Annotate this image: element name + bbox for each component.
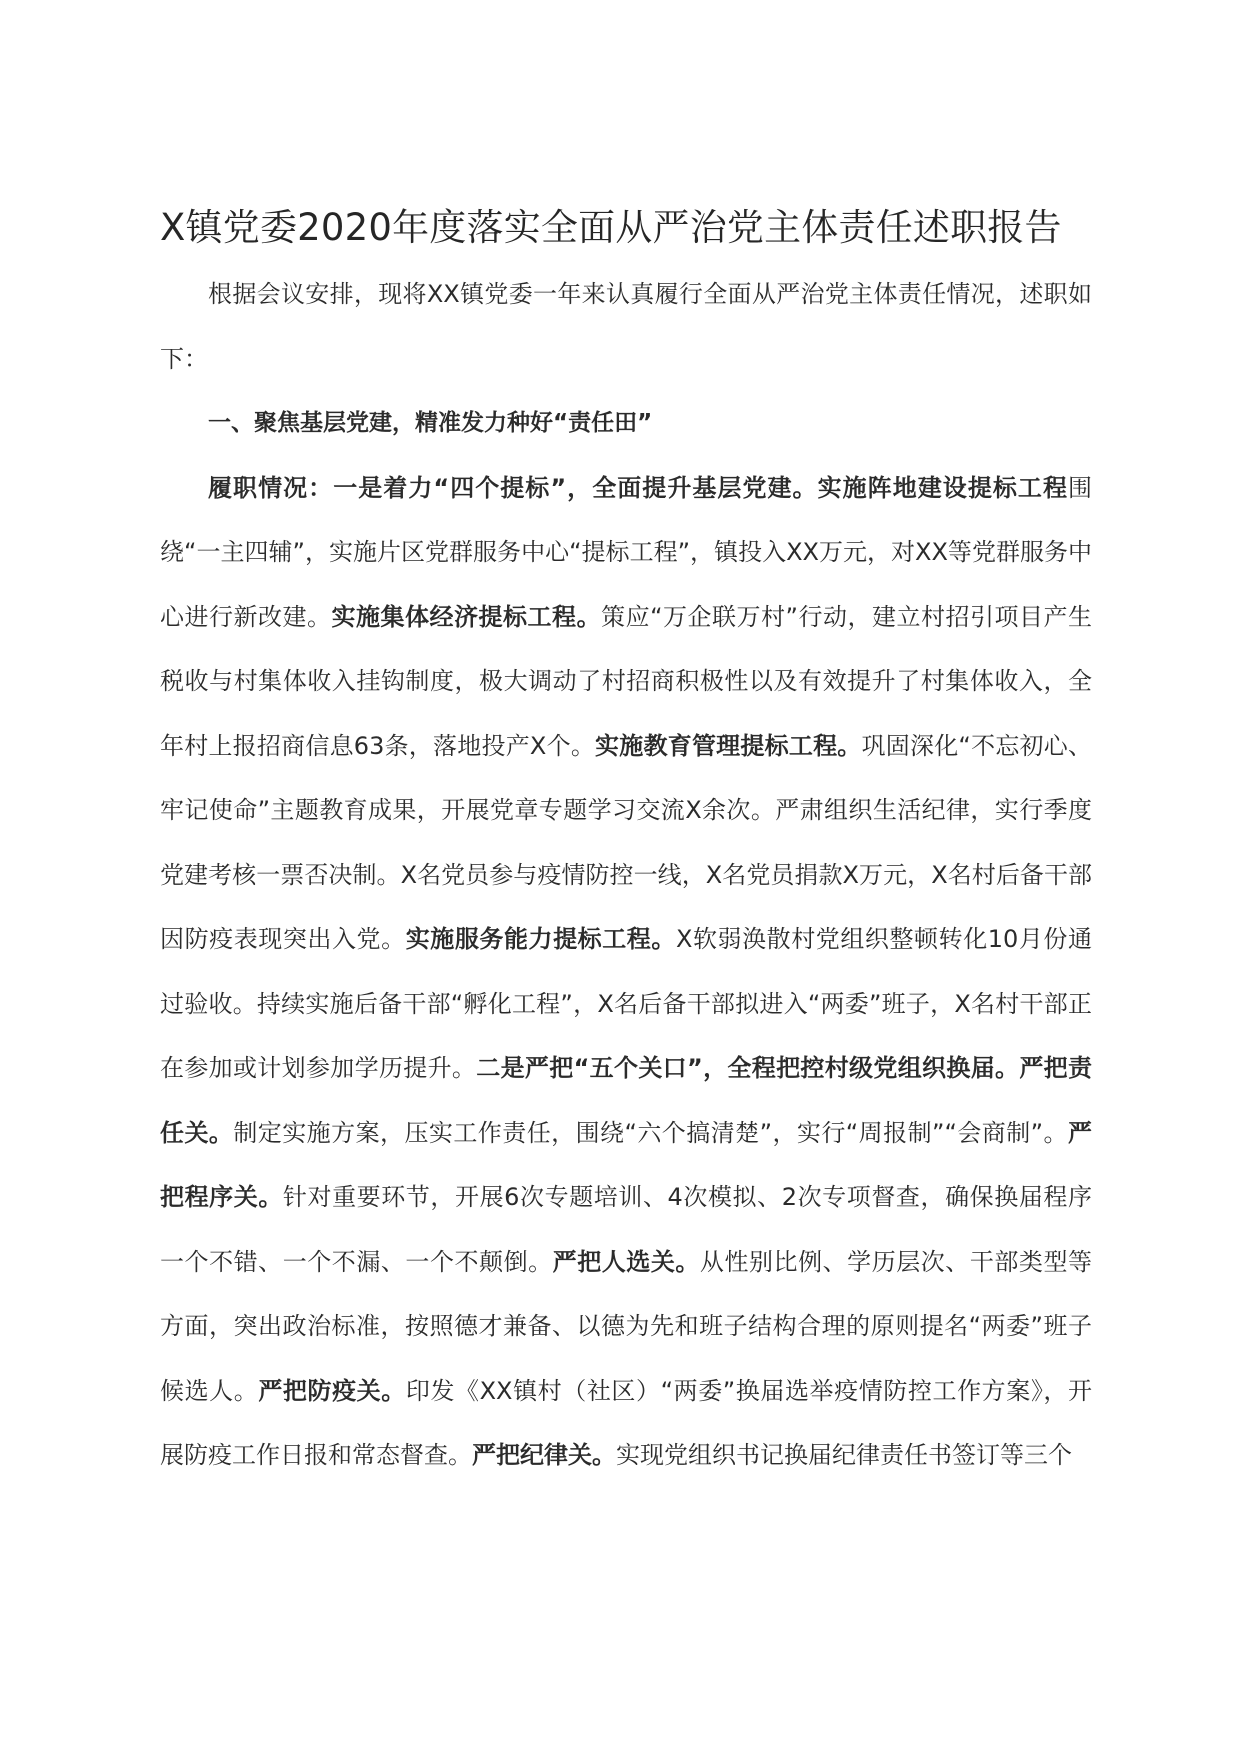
body-run: 针对重要环节，开展6次专题培训、4次模拟、2次专项督查，确保换届程序一个不错、一个不漏、一个不颠倒。 [160,1183,1092,1276]
body-run: 实施教育管理提标工程。 [595,731,862,760]
body-run: 严把程序关。 [160,1118,1092,1211]
body-run: 严把人选关。 [552,1247,700,1276]
body-run: X软弱涣散村党组织整顿转化10月份通过验收。持续实施后备干部“孵化工程”，X名后备干部拟进入“两委”班子，X名村干部正在参加或计划参加学历提升。 [160,925,1093,1082]
body-run: 履职情况：一是着力“四个提标”，全面提升基层党建。 [208,473,818,502]
body-paragraph [160,456,1092,1488]
body-run: 围绕“一主四辅”，实施片区党群服务中心“提标工程”，镇投入XX万元，对XX等党群服务中心进行新改建。 [160,473,1093,631]
body-run: 从性别比例、学历层次、干部类型等方面，突出政治标准，按照德才兼备、以德为先和班子结构合理的原则提名“两委”班子候选人。 [160,1247,1093,1405]
body-run: 实施服务能力提标工程。 [405,925,676,953]
body-run: 实施阵地建设提标工程 [817,473,1069,502]
body-run: 策应“万企联万村”行动，建立村招引项目产生税收与村集体收入挂钩制度，极大调动了村招商积极性以及有效提升了村集体收入，全年村上报招商信息63条，落地投产X个。 [160,602,1093,760]
section-heading: 一、聚焦基层党建，精准发力种好“责任田” [208,410,653,436]
body-run: 严把防疫关。 [258,1376,406,1405]
body-run: 实施集体经济提标工程。 [331,602,602,631]
document-page [160,200,1092,1488]
body-run: 制定实施方案，压实工作责任，围绕“六个搞清楚”，实行“周报制”“会商制”。 [233,1118,1068,1147]
body-run: 印发《XX镇村（社区）“两委”换届选举疫情防控工作方案》，开展防疫工作日报和常态督查。 [160,1376,1093,1469]
body-run: 严把纪律关。 [472,1441,616,1469]
intro-paragraph: 根据会议安排，现将XX镇党委一年来认真履行全面从严治党主体责任情况，述职如下： [160,280,1092,373]
body-run: 二是严把“五个关口”，全程把控村级党组织换届。严把责任关。 [160,1054,1093,1147]
body-run: 巩固深化“不忘初心、牢记使命”主题教育成果，开展党章专题学习交流X余次。严肃组织生活纪律，实行季度党建考核一票否决制。X名党员参与疫情防控一线，X名党员捐款X万元，X名村后备干部因防疫表现突出入党。 [160,731,1092,953]
document-title: X镇党委2020年度落实全面从严治党主体责任述职报告 [160,206,1062,249]
body-run: 实现党组织书记换届纪律责任书签订等三个 [616,1441,1072,1469]
